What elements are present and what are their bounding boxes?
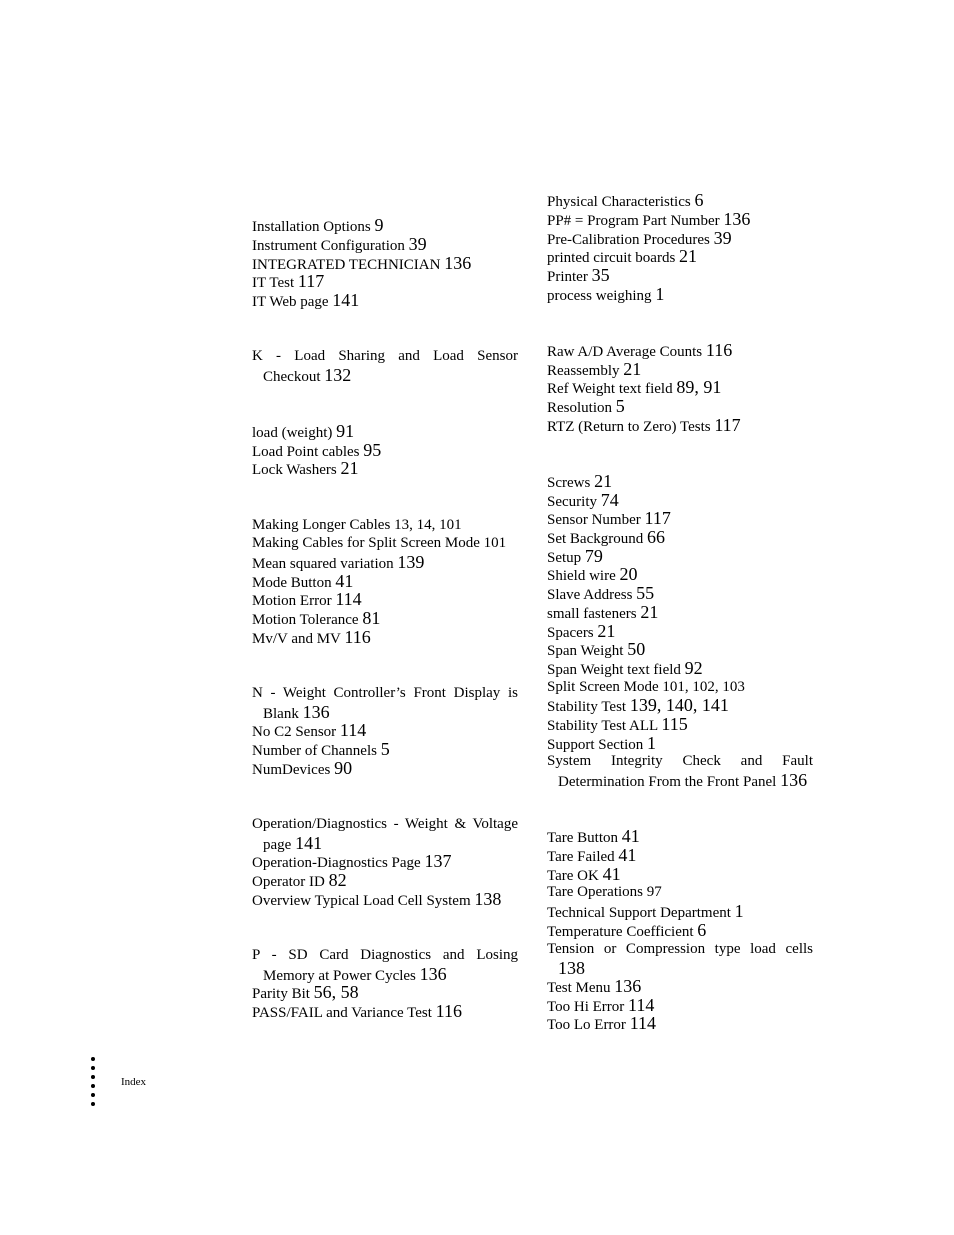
left-index-entry: [252, 590, 362, 611]
entry-page-numbers: 117: [714, 415, 741, 435]
entry-term: Stability Test ALL: [547, 718, 662, 734]
entry-term: Operation-Diagnostics Page: [252, 855, 425, 871]
entry-term: small fasteners: [547, 606, 641, 622]
entry-term-continuation: page 141: [263, 833, 323, 853]
entry-page-numbers: 41: [602, 864, 621, 884]
entry-page-numbers: 21: [640, 602, 659, 622]
entry-term: System Integrity Check and Fault: [547, 753, 813, 769]
entry-page-numbers: 21: [594, 471, 613, 491]
entry-term: Tare OK: [547, 868, 603, 884]
entry-term: Support Section: [547, 737, 647, 753]
entry-page-numbers: 82: [328, 870, 347, 890]
entry-page-numbers: 141: [295, 833, 323, 853]
entry-page-numbers: 90: [334, 758, 353, 778]
entry-page-numbers: 136: [419, 964, 447, 984]
entry-term: Span Weight text field: [547, 662, 685, 678]
right-index-entry: [547, 902, 744, 923]
entry-page-numbers: 116: [344, 627, 371, 647]
entry-term: printed circuit boards: [547, 250, 680, 266]
entry-term: Shield wire: [547, 568, 620, 584]
right-index-entry: [547, 659, 703, 680]
entry-page-numbers: 21: [679, 246, 698, 266]
entry-page-numbers: 101: [483, 535, 507, 551]
left-index-entry: [252, 272, 324, 293]
entry-page-numbers: 6: [694, 190, 704, 210]
entry-page-numbers: 81: [362, 608, 381, 628]
entry-page-numbers: 55: [636, 583, 655, 603]
entry-page-numbers: 116: [705, 340, 733, 360]
right-index-entry: [547, 285, 664, 306]
left-index-entry: [252, 534, 506, 553]
entry-term: Parity Bit: [252, 986, 314, 1002]
left-index-entry: [252, 459, 359, 480]
entry-term: Setup: [547, 550, 585, 566]
entry-term: Technical Support Department: [547, 905, 735, 921]
entry-page-numbers: 56, 58: [313, 982, 359, 1002]
entry-term: Printer: [547, 269, 592, 285]
left-index-entry: [252, 946, 518, 986]
entry-page-numbers: 138: [474, 889, 502, 909]
entry-term: Temperature Coefficient: [547, 924, 698, 940]
left-index-entry: [252, 983, 359, 1004]
entry-term: Load Point cables: [252, 444, 364, 460]
entry-term: No C2 Sensor: [252, 724, 340, 740]
entry-term: Motion Error: [252, 593, 336, 609]
entry-page-numbers: 116: [435, 1001, 463, 1021]
right-index-entry: [547, 416, 741, 437]
entry-page-numbers: 74: [600, 490, 619, 510]
entry-page-numbers: 21: [623, 359, 642, 379]
left-index-entry: [252, 852, 451, 873]
right-index-entry: [547, 921, 706, 942]
entry-term: RTZ (Return to Zero) Tests: [547, 419, 715, 435]
entry-page-numbers: 137: [424, 851, 452, 871]
left-index-entry: [252, 815, 518, 855]
entry-term: Tare Operations: [547, 884, 647, 900]
entry-page-numbers: 114: [629, 1013, 657, 1033]
entry-page-numbers: 79: [584, 546, 603, 566]
entry-term: Split Screen Mode: [547, 679, 663, 695]
entry-term-continuation: Determination From the Front Panel 136: [558, 770, 808, 790]
entry-page-numbers: 20: [619, 564, 638, 584]
entry-page-numbers: 1: [734, 901, 744, 921]
entry-term-continuation: Checkout 132: [263, 365, 352, 385]
entry-term: PASS/FAIL and Variance Test: [252, 1005, 436, 1021]
entry-term: Raw A/D Average Counts: [547, 344, 706, 360]
entry-term: Lock Washers: [252, 462, 341, 478]
entry-term: Instrument Configuration: [252, 238, 409, 254]
right-index-entry: [547, 191, 703, 212]
entry-page-numbers: 41: [621, 826, 640, 846]
entry-page-numbers: 41: [335, 571, 354, 591]
entry-term: INTEGRATED TECHNICIAN: [252, 257, 445, 273]
entry-page-numbers: 132: [324, 365, 352, 385]
right-index-entry: [547, 266, 610, 287]
entry-page-numbers: 136: [614, 976, 642, 996]
entry-page-numbers: 97: [646, 884, 662, 900]
entry-term: P - SD Card Diagnostics and Losing: [252, 947, 518, 963]
entry-term: Installation Options: [252, 219, 375, 235]
entry-page-numbers: 1: [655, 284, 665, 304]
entry-term: Overview Typical Load Cell System: [252, 893, 475, 909]
right-index-entry: [547, 752, 813, 792]
entry-term: Tare Failed: [547, 849, 619, 865]
entry-term: Mean squared variation: [252, 556, 398, 572]
left-index-entry: [252, 216, 384, 237]
entry-term: Number of Channels: [252, 743, 381, 759]
entry-page-numbers: 117: [644, 508, 671, 528]
entry-page-numbers: 9: [374, 215, 384, 235]
entry-term: Operator ID: [252, 874, 329, 890]
entry-term: Sensor Number: [547, 512, 645, 528]
right-index-entry: [547, 883, 662, 902]
entry-term: Making Longer Cables: [252, 517, 395, 533]
entry-page-numbers: 139, 140, 141: [629, 695, 729, 715]
entry-term: load (weight): [252, 425, 337, 441]
entry-term: Pre-Calibration Procedures: [547, 232, 714, 248]
entry-page-numbers: 92: [684, 658, 703, 678]
right-index-entry: [547, 696, 729, 717]
entry-term: Operation/Diagnostics - Weight & Voltage: [252, 816, 518, 832]
right-index-entry: [547, 397, 625, 418]
entry-page-numbers: 39: [713, 228, 732, 248]
entry-term: Mv/V and MV: [252, 631, 345, 647]
right-index-entry: [547, 640, 645, 661]
entry-term-continuation: Blank 136: [263, 702, 330, 722]
entry-page-numbers: 13, 14, 101: [394, 517, 462, 533]
entry-term: Too Hi Error: [547, 999, 629, 1015]
entry-term: PP# = Program Part Number: [547, 213, 724, 229]
entry-page-numbers: 136: [723, 209, 751, 229]
entry-page-numbers: 21: [597, 621, 616, 641]
entry-page-numbers: 114: [335, 589, 362, 609]
entry-term: Ref Weight text field: [547, 381, 677, 397]
entry-term: Reassembly: [547, 363, 624, 379]
right-index-entry: [547, 247, 697, 268]
left-index-entry: [252, 235, 427, 256]
entry-page-numbers: 114: [628, 995, 655, 1015]
left-index-entry: [252, 516, 462, 535]
entry-term: NumDevices: [252, 762, 335, 778]
entry-page-numbers: 115: [661, 714, 688, 734]
right-index-entry: [547, 1014, 656, 1035]
entry-page-numbers: 95: [363, 440, 382, 460]
entry-page-numbers: 41: [618, 845, 637, 865]
left-index-entry: [252, 740, 390, 761]
entry-page-numbers: 1: [647, 733, 656, 753]
entry-page-numbers: 136: [302, 702, 330, 722]
left-index-entry: [252, 871, 347, 892]
left-index-entry: [252, 721, 366, 742]
left-index-entry: [252, 759, 352, 780]
footer-index-label: Index: [121, 1076, 147, 1088]
entry-page-numbers: 39: [408, 234, 427, 254]
entry-term: Set Background: [547, 531, 647, 547]
right-index-entry: [547, 940, 813, 980]
left-index-entry: [252, 890, 501, 911]
right-index-entry: [547, 584, 654, 605]
entry-page-numbers: 139: [397, 552, 425, 572]
entry-term: Security: [547, 494, 601, 510]
entry-term: Tension or Compression type load cells: [547, 941, 813, 957]
left-index-entry: [252, 1002, 462, 1023]
left-index-entry: [252, 684, 518, 724]
entry-page-numbers: 6: [697, 920, 707, 940]
entry-page-numbers: 136: [444, 253, 472, 273]
entry-page-numbers: 50: [627, 639, 646, 659]
entry-page-numbers: 21: [340, 458, 359, 478]
right-index-entry: [547, 378, 721, 399]
entry-term: Mode Button: [252, 575, 336, 591]
left-index-entry: [252, 291, 359, 312]
entry-term: N - Weight Controller’s Front Display is: [252, 685, 518, 701]
entry-term: Test Menu: [547, 980, 615, 996]
left-index-entry: [252, 628, 371, 649]
entry-term: Slave Address: [547, 587, 637, 603]
entry-page-numbers: 101, 102, 103: [662, 679, 745, 695]
entry-page-numbers: 5: [615, 396, 625, 416]
left-index-entry: [252, 347, 518, 387]
entry-page-numbers: 89, 91: [676, 377, 722, 397]
entry-page-numbers: 136: [780, 770, 808, 790]
entry-term: Stability Test: [547, 699, 630, 715]
entry-term: process weighing: [547, 288, 656, 304]
entry-term: Motion Tolerance: [252, 612, 363, 628]
right-index-entry: [547, 715, 688, 736]
entry-term-continuation: Memory at Power Cycles 136: [263, 964, 447, 984]
entry-page-numbers: 138: [558, 958, 585, 978]
entry-page-numbers: 66: [646, 527, 665, 547]
entry-term: Too Lo Error: [547, 1017, 630, 1033]
right-index-entry: [547, 846, 636, 867]
right-index-entry: [547, 565, 638, 586]
footer-dot-marker: [91, 1057, 97, 1111]
left-index-entry: [252, 422, 354, 443]
entry-term: Span Weight: [547, 643, 628, 659]
entry-term: Tare Button: [547, 830, 622, 846]
right-index-entry: [547, 528, 665, 549]
entry-term: Resolution: [547, 400, 616, 416]
entry-page-numbers: 141: [332, 290, 360, 310]
entry-term: Making Cables for Split Screen Mode: [252, 535, 484, 551]
entry-term: K - Load Sharing and Load Sensor: [252, 348, 518, 364]
entry-page-numbers: 5: [380, 739, 390, 759]
entry-term: Spacers: [547, 625, 598, 641]
entry-page-numbers: 91: [336, 421, 355, 441]
entry-term: IT Web page: [252, 294, 333, 310]
entry-page-numbers: 114: [339, 720, 367, 740]
entry-term: Screws: [547, 475, 595, 491]
entry-term: Physical Characteristics: [547, 194, 695, 210]
entry-term: IT Test: [252, 275, 298, 291]
entry-page-numbers: 35: [591, 265, 610, 285]
entry-page-numbers: 117: [297, 271, 325, 291]
